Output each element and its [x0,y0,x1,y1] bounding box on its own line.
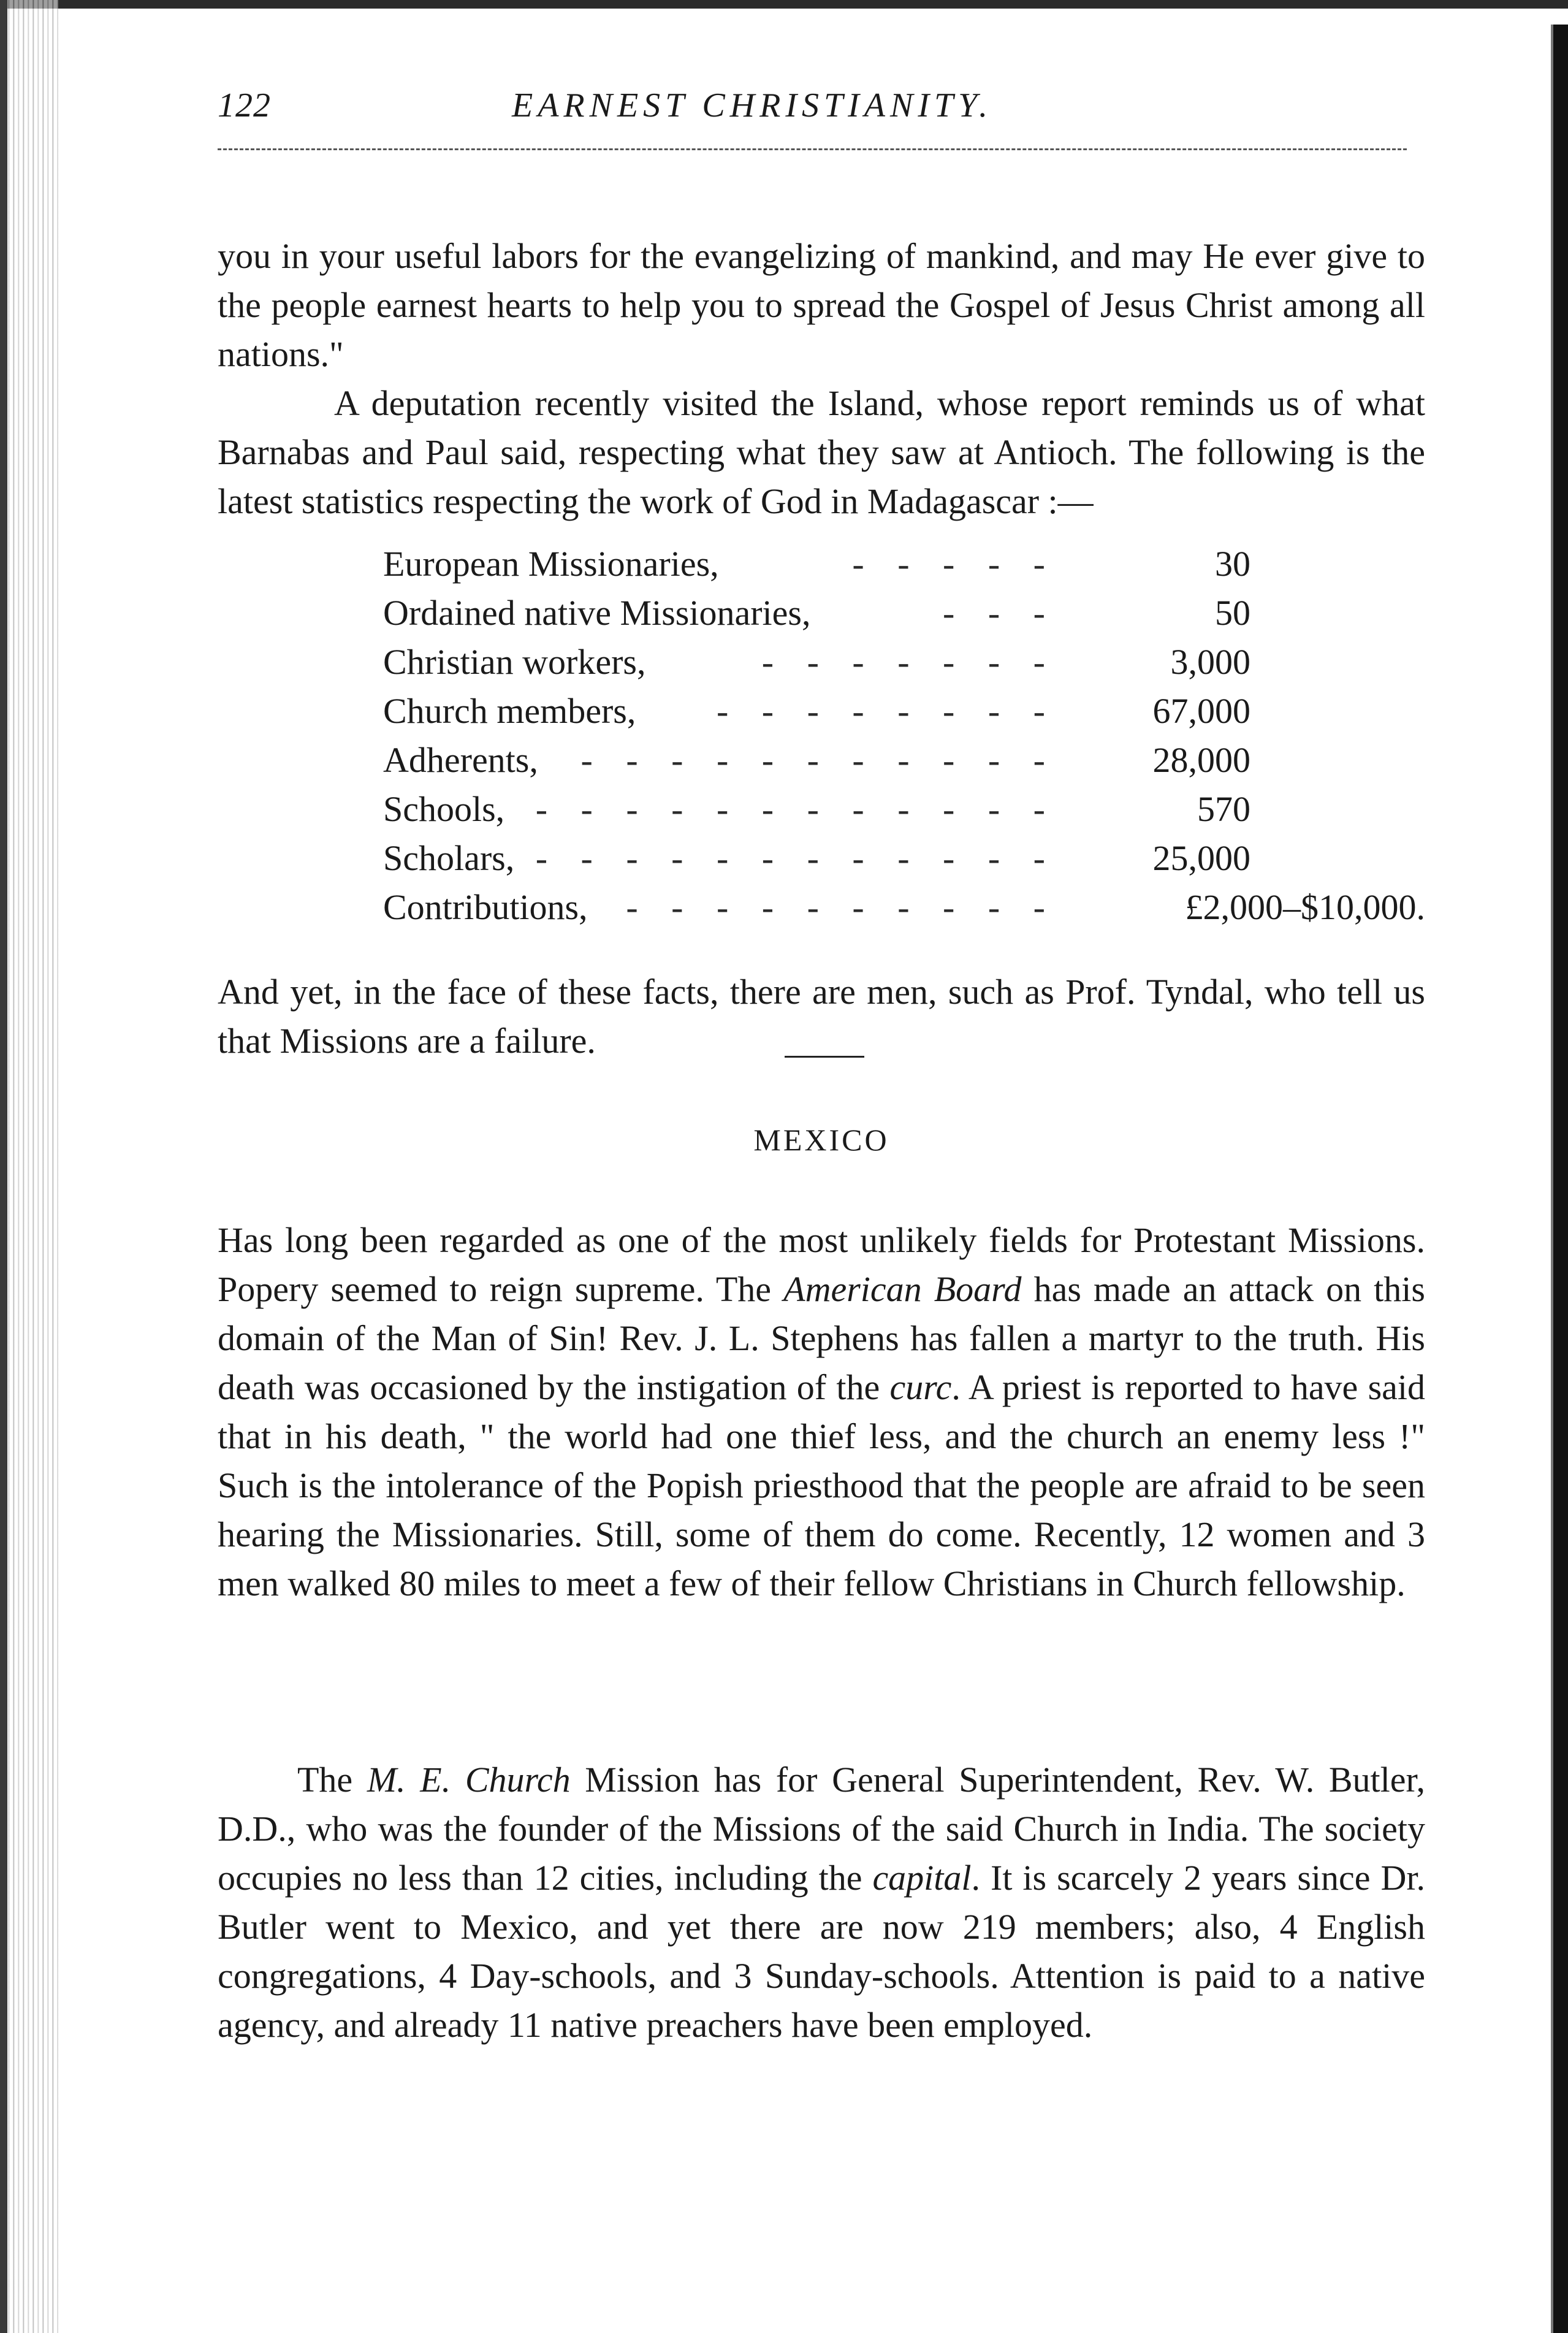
text-run: The [297,1760,367,1800]
statistics-value: 30 [1215,544,1250,584]
statistics-row [383,834,1425,883]
statistics-leader: - - - - - - - - - - - - [535,838,1057,878]
running-head [218,80,1425,129]
statistics-leader: - - - - - - - - [716,691,1057,731]
statistics-label: Church members, [383,691,636,731]
emphasis-text: American Board [783,1269,1022,1309]
header-rule [218,148,1407,150]
page-number: 122 [218,86,271,124]
statistics-label: Schools, [383,789,505,829]
paragraph-me-church [218,1755,1425,2050]
statistics-leader: - - - - - - - - - - - [580,740,1057,780]
text-run: Mission has for General Superintendent, Rev. W. Butler, D.D., who was the founder of the Missions of the said Church in India. The society occupies no less than 12 cities, including the [218,1760,1425,1898]
statistics-value: 50 [1215,593,1250,633]
paragraph-mexico [218,1216,1425,1608]
statistics-leader: - - - - - - - [761,642,1057,682]
statistics-table [383,540,1425,932]
statistics-row [383,736,1425,785]
text-run: has made an attack on this domain of the Man of Sin! Rev. J. L. Stephens has fallen a martyr to the truth. His death was occasioned by the instigation of the [218,1269,1425,1407]
statistics-leader: - - - [943,593,1057,633]
running-title: EARNEST CHRISTIANITY. [512,86,993,124]
statistics-value: 570 [1197,789,1250,829]
statistics-row [383,589,1425,638]
section-heading: MEXICO [753,1123,889,1157]
scan-binding-shadow [0,0,58,2333]
statistics-label: Adherents, [383,740,538,780]
scan-border-left [0,0,7,2333]
text-run: . It is scarcely 2 years since Dr. Butler went to Mexico, and yet there are now 219 members; also, 4 English congregations, 4 Day-schools, and 3 Sunday-schools. Attention is paid to a native agency, and already 11 native preachers have been employed. [218,1858,1425,2045]
statistics-label: Ordained native Missionaries, [383,593,811,633]
emphasis-text: curc [889,1367,952,1407]
text-run: Has long been regarded as one of the most unlikely fields for Protestant Missions. Popery seemed to reign supreme. The [218,1220,1425,1309]
paragraph-deputation: A deputation recently visited the Island, whose report reminds us of what Barnabas and Paul said, respecting what they saw at Antioch. The following is the latest statistics respecting the work of God in Madagascar :— [218,383,1425,521]
scan-border-right [1553,25,1568,2333]
statistics-value: £2,000–$10,000. [1185,887,1425,927]
statistics-leader: - - - - - [852,544,1057,584]
statistics-label: Christian workers, [383,642,646,682]
text-run: . A priest is reported to have said that in his death, " the world had one thief less, and the church an enemy less !" Such is the intolerance of the Popish priesthood that the people are afraid to be seen hearing the Missionaries. Still, some of them do come. Recently, 12 women and 3 men walked 80 miles to meet a few of their fellow Christians in Church fellowship. [218,1367,1425,1603]
statistics-row [383,687,1425,736]
paragraph-after-statistics: And yet, in the face of these facts, there are men, such as Prof. Tyndal, who tell us that Missions are a failure. [218,972,1425,1061]
paragraph-continuation: you in your useful labors for the evangelizing of mankind, and may He ever give to the people earnest hearts to help you to spread the Gospel of Jesus Christ among all nations." [218,236,1425,374]
book-page [218,80,1425,2045]
statistics-row [383,540,1425,589]
emphasis-text: M. E. Church [367,1760,571,1800]
statistics-leader: - - - - - - - - - - - - [535,789,1057,829]
scan-border-top [0,0,1568,9]
statistics-value: 25,000 [1152,838,1250,878]
statistics-leader: - - - - - - - - - - [626,887,1057,927]
statistics-value: 28,000 [1152,740,1250,780]
statistics-label: Scholars, [383,838,515,878]
statistics-label: Contributions, [383,887,588,927]
statistics-value: 67,000 [1152,691,1250,731]
section-divider [785,1056,864,1058]
statistics-row [383,785,1425,834]
statistics-row [383,638,1425,687]
statistics-value: 3,000 [1170,642,1250,682]
statistics-row [383,883,1425,932]
statistics-label: European Missionaries, [383,544,719,584]
emphasis-text: capital [872,1858,972,1898]
